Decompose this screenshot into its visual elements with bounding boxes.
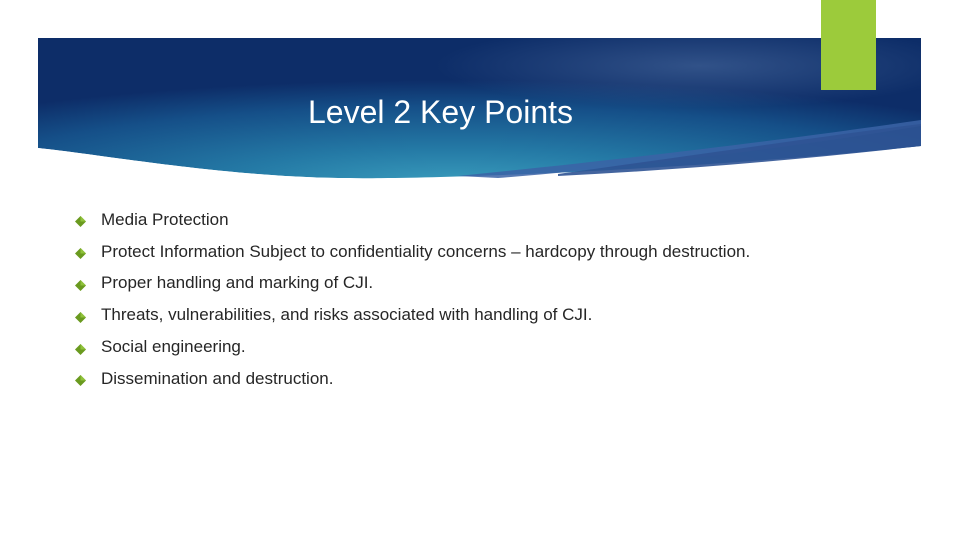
- diamond-bullet-icon: [75, 310, 86, 321]
- slide-title: Level 2 Key Points: [307, 94, 574, 130]
- diamond-bullet-icon: [75, 214, 86, 225]
- list-item: [75, 204, 750, 236]
- list-item: [75, 363, 750, 395]
- diamond-bullet-icon: [75, 278, 86, 289]
- diamond-bullet-icon: [75, 246, 86, 257]
- bullet-text: Social engineering.: [101, 337, 246, 357]
- bullet-list: [75, 204, 750, 395]
- bullet-text: Dissemination and destruction.: [101, 368, 334, 388]
- list-item: [75, 268, 750, 300]
- diamond-bullet-icon: [75, 342, 86, 353]
- bullet-text: Media Protection: [101, 209, 229, 229]
- bullet-text: Proper handling and marking of CJI.: [101, 273, 374, 293]
- bullet-text: Protect Information Subject to confidentiality concerns – hardcopy through destruction.: [101, 241, 751, 261]
- list-item: [75, 331, 750, 363]
- bullet-text: Threats, vulnerabilities, and risks associated with handling of CJI.: [101, 305, 593, 325]
- accent-bar: [821, 0, 876, 90]
- list-item: [75, 299, 750, 331]
- list-item: [75, 236, 750, 268]
- diamond-bullet-icon: [75, 373, 86, 384]
